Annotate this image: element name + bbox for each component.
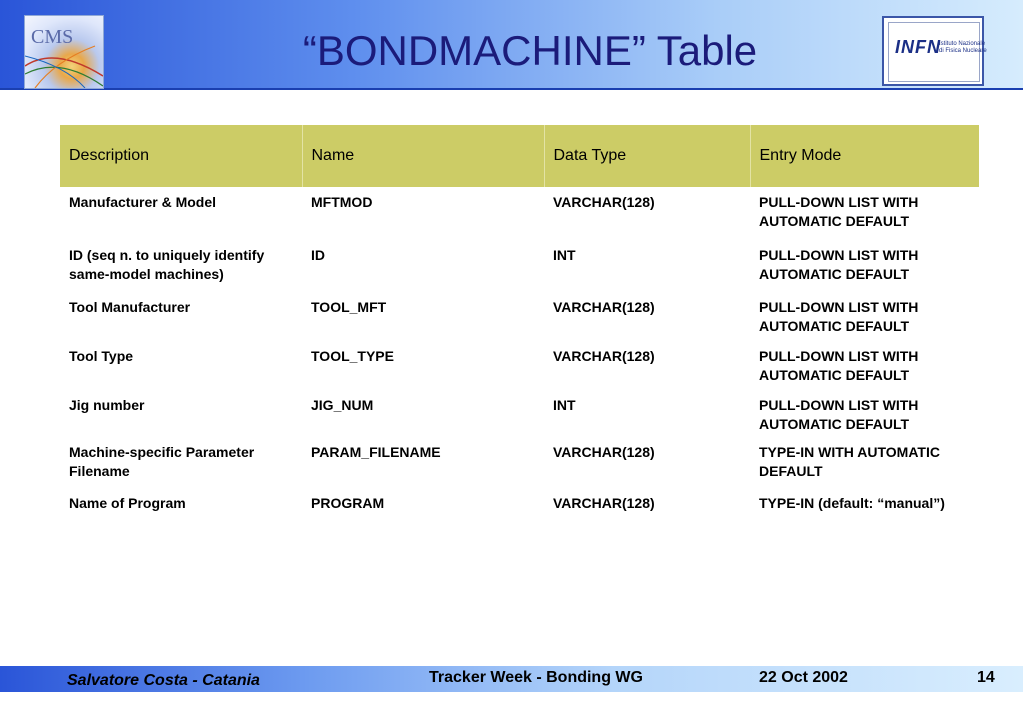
infn-logo-subtitle-line1: Istituto Nazionale [939, 41, 986, 47]
cell-data-type: VARCHAR(128) [553, 495, 655, 511]
cell-entry-mode: PULL-DOWN LIST WITH AUTOMATIC DEFAULT [759, 397, 919, 432]
cell-name: TOOL_TYPE [311, 348, 394, 364]
cell-data-type: INT [553, 247, 576, 263]
cell-entry-mode: PULL-DOWN LIST WITH AUTOMATIC DEFAULT [759, 247, 919, 282]
cell-description: ID (seq n. to uniquely identify same-model machines) [69, 247, 265, 282]
cell-entry-mode: PULL-DOWN LIST WITH AUTOMATIC DEFAULT [759, 194, 919, 229]
cell-entry-mode: PULL-DOWN LIST WITH AUTOMATIC DEFAULT [759, 348, 919, 383]
cell-entry-mode: PULL-DOWN LIST WITH AUTOMATIC DEFAULT [759, 299, 919, 334]
column-header-entry-mode: Entry Mode [750, 125, 979, 187]
cell-data-type: VARCHAR(128) [553, 444, 655, 460]
cell-description: Tool Manufacturer [69, 299, 191, 315]
cell-name: ID [311, 247, 325, 263]
table-row [60, 437, 979, 488]
bondmachine-table [60, 125, 979, 528]
cell-description: Name of Program [69, 495, 186, 511]
cell-data-type: VARCHAR(128) [553, 348, 655, 364]
table-row [60, 240, 979, 292]
cell-name: MFTMOD [311, 194, 373, 210]
infn-logo-icon [882, 16, 987, 86]
cell-entry-mode: TYPE-IN (default: “manual”) [759, 495, 945, 511]
column-header-data-type: Data Type [544, 125, 750, 187]
cell-data-type: INT [553, 397, 576, 413]
table-row [60, 390, 979, 437]
table-header-row [60, 125, 979, 187]
header-divider [0, 88, 1023, 90]
table-row [60, 488, 979, 528]
infn-logo-subtitle [939, 41, 987, 55]
cell-description: Machine-specific Parameter Filename [69, 444, 255, 479]
cell-description: Tool Type [69, 348, 134, 364]
infn-logo-frame [888, 22, 987, 82]
cell-name: JIG_NUM [311, 397, 374, 413]
page-title: “BONDMACHINE” Table [302, 27, 758, 74]
table-row [60, 187, 979, 240]
column-header-name: Name [302, 125, 544, 187]
cell-description: Jig number [69, 397, 145, 413]
infn-logo-subtitle-line2: di Fisica Nucleare [939, 48, 987, 54]
footer-date: 22 Oct 2002 [759, 669, 848, 686]
cell-name: PROGRAM [311, 495, 385, 511]
cell-name: TOOL_MFT [311, 299, 387, 315]
table-row [60, 341, 979, 390]
cell-entry-mode: TYPE-IN WITH AUTOMATIC DEFAULT [759, 444, 940, 479]
column-header-description: Description [60, 125, 302, 187]
table-row [60, 292, 979, 341]
cell-description: Manufacturer & Model [69, 194, 217, 210]
cell-name: PARAM_FILENAME [311, 444, 441, 460]
footer-author: Salvatore Costa - Catania [67, 672, 260, 689]
cms-logo-text: CMS [31, 26, 74, 48]
footer-event: Tracker Week - Bonding WG [429, 669, 643, 686]
infn-logo-text: INFN [895, 37, 941, 57]
slide-footer [0, 666, 1023, 692]
cell-data-type: VARCHAR(128) [553, 194, 655, 210]
cms-logo-icon [24, 15, 104, 89]
footer-page-number: 14 [977, 669, 995, 686]
cell-data-type: VARCHAR(128) [553, 299, 655, 315]
